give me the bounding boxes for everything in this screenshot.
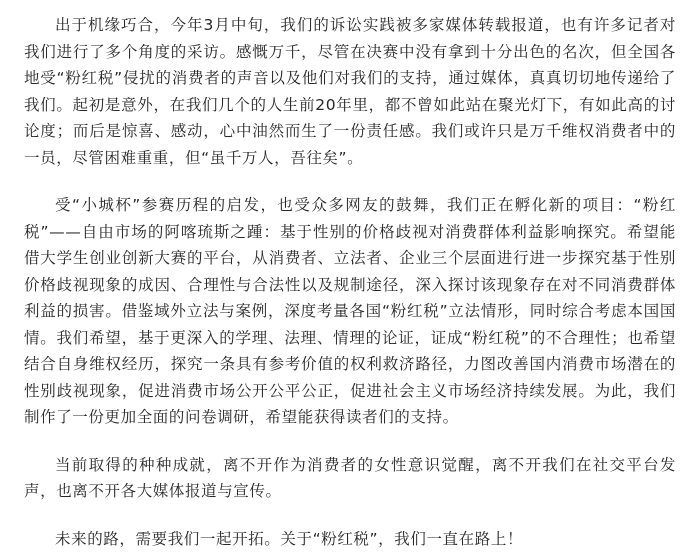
paragraph-media-coverage: 出于机缘巧合，今年3月中旬，我们的诉讼实践被多家媒体转载报道，也有许多记者对我们进行了多个角度的采访。感慨万千，尽管在决赛中没有拿到十分出色的名次，但全国各地受“粉红税”侵扰的消费者的声音以及他们对我们的支持，通过媒体，真真切切地传递给了我们。起初是意外，在我们几个的人生前20年里，都不曾如此站在聚光灯下，有如此高的讨论度；而后是惊喜、感动，心中油然而生了一份责任感。我们或许只是万千维权消费者中的一员，尽管困难重重，但“虽千万人，吾往矣”。 — [24, 12, 676, 171]
paragraph-new-project: 受“小城杯”参赛历程的启发，也受众多网友的鼓舞，我们正在孵化新的项目：“粉红税”——自由市场的阿喀琉斯之踵：基于性别的价格歧视对消费群体利益影响探究。希望能借大学生创业创新大赛的平台，从消费者、立法者、企业三个层面进行进一步探究基于性别价格歧视现象的成因、合理性与合法性以及规制途径，深入探讨该现象存在对不同消费群体利益的损害。借鉴域外立法与案例，深度考量各国“粉红税”立法情形，同时综合考虑本国国情。我们希望，基于更深入的学理、法理、情理的论证，证成“粉红税”的不合理性；也希望结合自身维权经历，探究一条具有参考价值的权利救济路径，力图改善国内消费市场潜在的性别歧视现象，促进消费市场公开公平公正，促进社会主义市场经济持续发展。为此，我们制作了一份更加全面的问卷调研，希望能获得读者们的支持。 — [24, 192, 676, 431]
paragraph-closing: 未来的路，需要我们一起开拓。关于“粉红税”，我们一直在路上！ — [24, 526, 676, 552]
paragraph-achievements: 当前取得的种种成就，离不开作为消费者的女性意识觉醒，离不开我们在社交平台发声，也离不开各大媒体报道与宣传。 — [24, 452, 676, 505]
